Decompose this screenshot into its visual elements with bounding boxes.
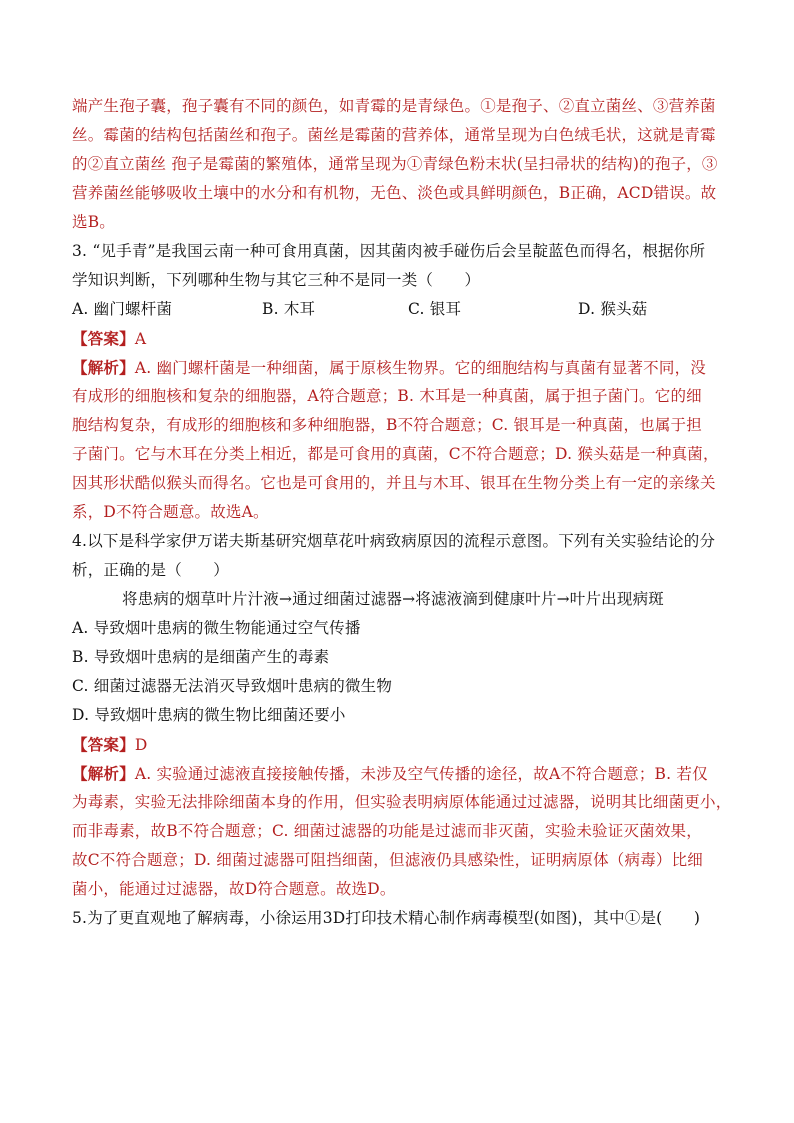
- q4-stem-line: 析，正确的是（ ）: [72, 561, 230, 579]
- q2-explanation-line: 的②直立菌丝 孢子是霉菌的繁殖体，通常呈现为①青绿色粉末状(呈扫帚状的结构)的孢子，③: [72, 155, 718, 173]
- q4-explanation-text: A. 实验通过滤液直接接触传播，未涉及空气传播的途径，故A不符合题意；B. 若仅: [134, 765, 708, 783]
- q2-explanation-line: 选B。: [72, 213, 115, 231]
- q4-flow-diagram: 将患病的烟草叶片汁液→通过细菌过滤器→将滤液滴到健康叶片→叶片出现病斑: [122, 590, 664, 608]
- q3-option-c: C. 银耳: [408, 300, 462, 318]
- q4-option-c: C. 细菌过滤器无法消灭导致烟叶患病的微生物: [72, 677, 393, 695]
- q5-stem-line: 5.为了更直观地了解病毒，小徐运用3D打印技术精心制作病毒模型(如图)，其中①是( ): [72, 909, 701, 927]
- q4-explanation-line: 菌小，能通过过滤器，故D符合题意。故选D。: [72, 880, 396, 898]
- q4-explanation-line: 故C不符合题意；D. 细菌过滤器可阻挡细菌，但滤液仍具感染性，证明病原体（病毒）比细: [72, 851, 703, 869]
- q3-stem-line: 3. “见手青”是我国云南一种可食用真菌，因其菌肉被手碰伤后会呈靛蓝色而得名，根据你所: [72, 242, 706, 260]
- answer-tag: 【答案】: [72, 735, 135, 754]
- document-page: [72, 95, 732, 936]
- q3-option-a: A. 幽门螺杆菌: [72, 300, 173, 318]
- q4-option-d: D. 导致烟叶患病的微生物比细菌还要小: [72, 706, 346, 724]
- q3-stem-line: 学知识判断，下列哪种生物与其它三种不是同一类（ ）: [72, 271, 481, 289]
- q3-option-b: B. 木耳: [262, 300, 316, 318]
- q4-explanation-line: [72, 762, 727, 785]
- q4-answer: [72, 733, 727, 756]
- q3-options: [72, 298, 727, 321]
- answer-tag: 【答案】: [72, 329, 135, 348]
- q2-explanation-line: 端产生孢子囊，孢子囊有不同的颜色，如青霉的是青绿色。①是孢子、②直立菌丝、③营养菌: [72, 97, 716, 115]
- q2-explanation-line: 丝。霉菌的结构包括菌丝和孢子。菌丝是霉菌的营养体，通常呈现为白色绒毛状，这就是青霉: [72, 126, 716, 144]
- q3-answer: [72, 327, 727, 350]
- q4-explanation-line: 为毒素，实验无法排除细菌本身的作用，但实验表明病原体能通过过滤器，说明其比细菌更小，: [72, 793, 732, 811]
- explanation-tag: 【解析】: [72, 764, 135, 783]
- q3-explanation-line: 子菌门。它与木耳在分类上相近，都是可食用的真菌，C不符合题意；D. 猴头菇是一种真菌，: [72, 445, 719, 463]
- q4-answer-value: D: [134, 736, 148, 754]
- q3-explanation-text: A. 幽门螺杆菌是一种细菌，属于原核生物界。它的细胞结构与真菌有显著不同，没: [134, 359, 706, 377]
- q3-explanation-line: [72, 356, 727, 379]
- q4-option-a: A. 导致烟叶患病的微生物能通过空气传播: [72, 619, 361, 637]
- q4-option-b: B. 导致烟叶患病的是细菌产生的毒素: [72, 648, 330, 666]
- explanation-tag: 【解析】: [72, 358, 135, 377]
- q4-stem-line: 4.以下是科学家伊万诺夫斯基研究烟草花叶病致病原因的流程示意图。下列有关实验结论的分: [72, 532, 716, 550]
- q2-explanation-line: 营养菌丝能够吸收土壤中的水分和有机物，无色、淡色或具鲜明颜色，B正确，ACD错误。故: [72, 184, 717, 202]
- q4-explanation-line: 而非毒素，故B不符合题意；C. 细菌过滤器的功能是过滤而非灭菌，实验未验证灭菌效果，: [72, 822, 702, 840]
- q3-answer-value: A: [134, 330, 147, 348]
- q3-explanation-line: 有成形的细胞核和复杂的细胞器，A符合题意；B. 木耳是一种真菌，属于担子菌门。它的细: [72, 387, 702, 405]
- q3-explanation-line: 因其形状酷似猴头而得名。它也是可食用的，并且与木耳、银耳在生物分类上有一定的亲缘关: [72, 474, 716, 492]
- q3-explanation-line: 胞结构复杂，有成形的细胞核和多种细胞器，B不符合题意；C. 银耳是一种真菌，也属于担: [72, 416, 702, 434]
- q3-explanation-line: 系，D不符合题意。故选A。: [72, 503, 269, 521]
- q3-option-d: D. 猴头菇: [578, 300, 648, 318]
